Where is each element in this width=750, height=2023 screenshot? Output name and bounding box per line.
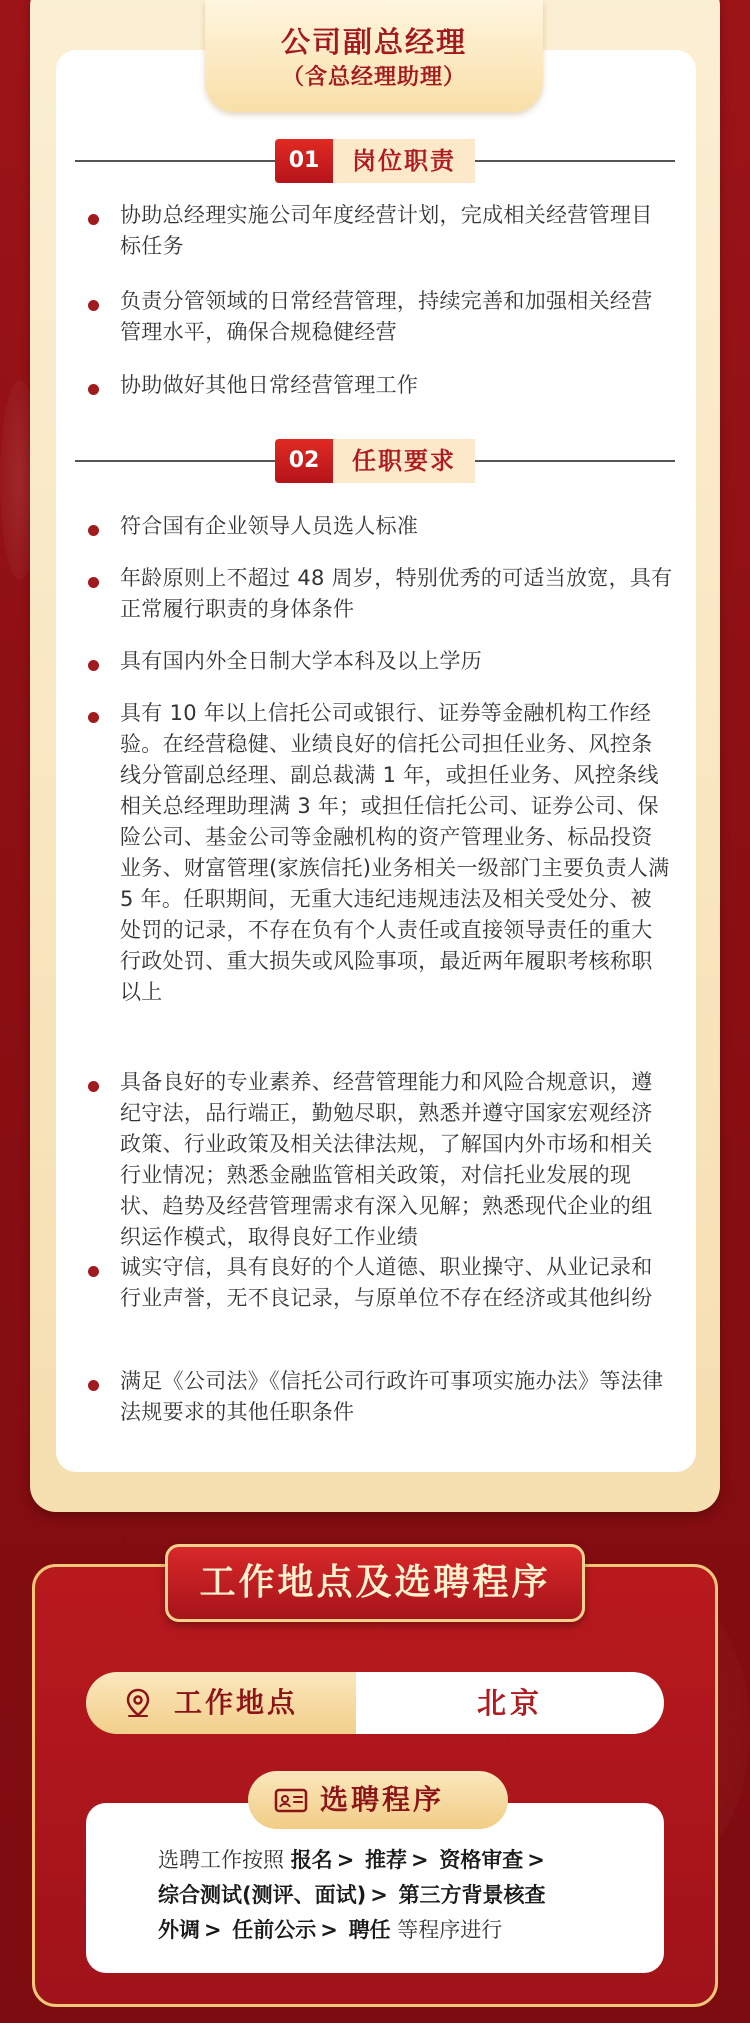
list-item-text: 负责分管领域的日常经营管理，持续完善和加强相关经营管理水平，确保合规稳健经营 bbox=[120, 289, 653, 344]
position-subtitle: （含总经理助理） bbox=[281, 65, 466, 90]
process-line bbox=[158, 1913, 502, 1947]
process-step: 外调 bbox=[158, 1918, 200, 1942]
list-item bbox=[88, 370, 673, 401]
list-item bbox=[88, 1252, 673, 1314]
process-prefix: 选聘工作按照 bbox=[158, 1848, 284, 1872]
location-label-area bbox=[86, 1672, 356, 1734]
chevron-right-icon: > bbox=[370, 1883, 388, 1907]
process-tab bbox=[248, 1771, 508, 1829]
section-requirements-header bbox=[75, 439, 675, 483]
list-item-text: 满足《公司法》《信托公司行政许可事项实施办法》等法律法规要求的其他任职条件 bbox=[120, 1369, 664, 1424]
bullet-dot bbox=[88, 1081, 99, 1092]
bullet-dot bbox=[88, 300, 99, 311]
list-item-text: 协助总经理实施公司年度经营计划，完成相关经营管理目标任务 bbox=[120, 203, 653, 258]
list-item bbox=[88, 200, 673, 262]
process-step: 聘任 bbox=[348, 1918, 391, 1942]
position-title-tab bbox=[205, 0, 543, 112]
position-title: 公司副总经理 bbox=[280, 25, 467, 59]
process-step: 资格审查 bbox=[439, 1848, 524, 1872]
list-item bbox=[88, 1366, 673, 1428]
chevron-right-icon: > bbox=[527, 1848, 545, 1872]
chevron-right-icon: > bbox=[204, 1918, 222, 1942]
list-item-text: 协助做好其他日常经营管理工作 bbox=[120, 373, 419, 397]
id-card-icon bbox=[274, 1785, 308, 1815]
list-item-text: 诚实守信，具有良好的个人道德、职业操守、从业记录和行业声誉，无不良记录，与原单位不存在经济或其他纠纷 bbox=[120, 1255, 653, 1310]
list-item-text: 具备良好的专业素养、经营管理能力和风险合规意识，遵纪守法，品行端正，勤勉尽职，熟悉并遵守国家宏观经济政策、行业政策及相关法律法规，了解国内外市场和相关行业情况；熟悉金融监管相关政策，对信托业发展的现状、趋势及经营管理需求有深入见解；熟悉现代企业的组织运作模式，取得良好工作业绩 bbox=[120, 1070, 653, 1249]
list-item-text: 具有 10 年以上信托公司或银行、证券等金融机构工作经验。在经营稳健、业绩良好的信托公司担任业务、风控条线分管副总经理、副总裁满 1 年，或担任业务、风控条线相关总经理助理满 3 年；或担任信托公司、证券公司、保险公司、基金公司等金融机构的资产管理业务、标品投资业务、财富管理(家族信托)业务相关一级部门主要负责人满 5 年。任职期间，无重大违纪违规违法及相关受处分、被处罚的记录，不存在负有个人责任或直接领导责任的重大行政处罚、重大损失或风险事项，最近两年履职考核称职以上 bbox=[120, 701, 670, 1004]
process-step: 综合测试(测评、面试) bbox=[158, 1883, 367, 1907]
bullet-dot bbox=[88, 1380, 99, 1391]
section-badge bbox=[275, 139, 475, 183]
list-item bbox=[88, 1067, 673, 1253]
list-item-text: 年龄原则上不超过 48 周岁，特别优秀的可适当放宽，具有正常履行职责的身体条件 bbox=[120, 566, 673, 621]
location-value: 北京 bbox=[356, 1672, 664, 1734]
process-line bbox=[158, 1843, 549, 1877]
list-item bbox=[88, 511, 673, 542]
bullet-dot bbox=[88, 577, 99, 588]
list-item-text: 具有国内外全日制大学本科及以上学历 bbox=[120, 649, 483, 673]
section-label: 任职要求 bbox=[352, 447, 456, 475]
list-item bbox=[88, 698, 673, 1008]
work-info-title: 工作地点及选聘程序 bbox=[165, 1544, 585, 1622]
process-step: 推荐 bbox=[364, 1848, 407, 1872]
list-item bbox=[88, 646, 673, 677]
bullet-dot bbox=[88, 384, 99, 395]
process-label: 选聘程序 bbox=[320, 1783, 445, 1816]
list-item bbox=[88, 286, 673, 348]
list-item-text: 符合国有企业领导人员选人标准 bbox=[120, 514, 419, 538]
process-line bbox=[158, 1878, 546, 1912]
bullet-dot bbox=[88, 214, 99, 225]
location-pin-icon bbox=[122, 1687, 154, 1719]
section-duties-header bbox=[75, 139, 675, 183]
process-step: 报名 bbox=[290, 1848, 333, 1872]
bullet-dot bbox=[88, 1266, 99, 1277]
section-badge bbox=[275, 439, 475, 483]
bullet-dot bbox=[88, 660, 99, 671]
list-item bbox=[88, 563, 673, 625]
process-step: 任前公示 bbox=[232, 1918, 317, 1942]
process-step: 第三方背景核查 bbox=[398, 1883, 546, 1907]
section-number: 02 bbox=[275, 439, 333, 483]
chevron-right-icon: > bbox=[320, 1918, 338, 1942]
bullet-dot bbox=[88, 525, 99, 536]
chevron-right-icon: > bbox=[410, 1848, 429, 1872]
chevron-right-icon: > bbox=[336, 1848, 355, 1872]
section-label: 岗位职责 bbox=[352, 147, 456, 175]
location-label: 工作地点 bbox=[174, 1686, 299, 1719]
bullet-dot bbox=[88, 712, 99, 723]
process-suffix: 等程序进行 bbox=[397, 1918, 503, 1942]
location-bar bbox=[86, 1672, 664, 1734]
section-number: 01 bbox=[275, 139, 333, 183]
